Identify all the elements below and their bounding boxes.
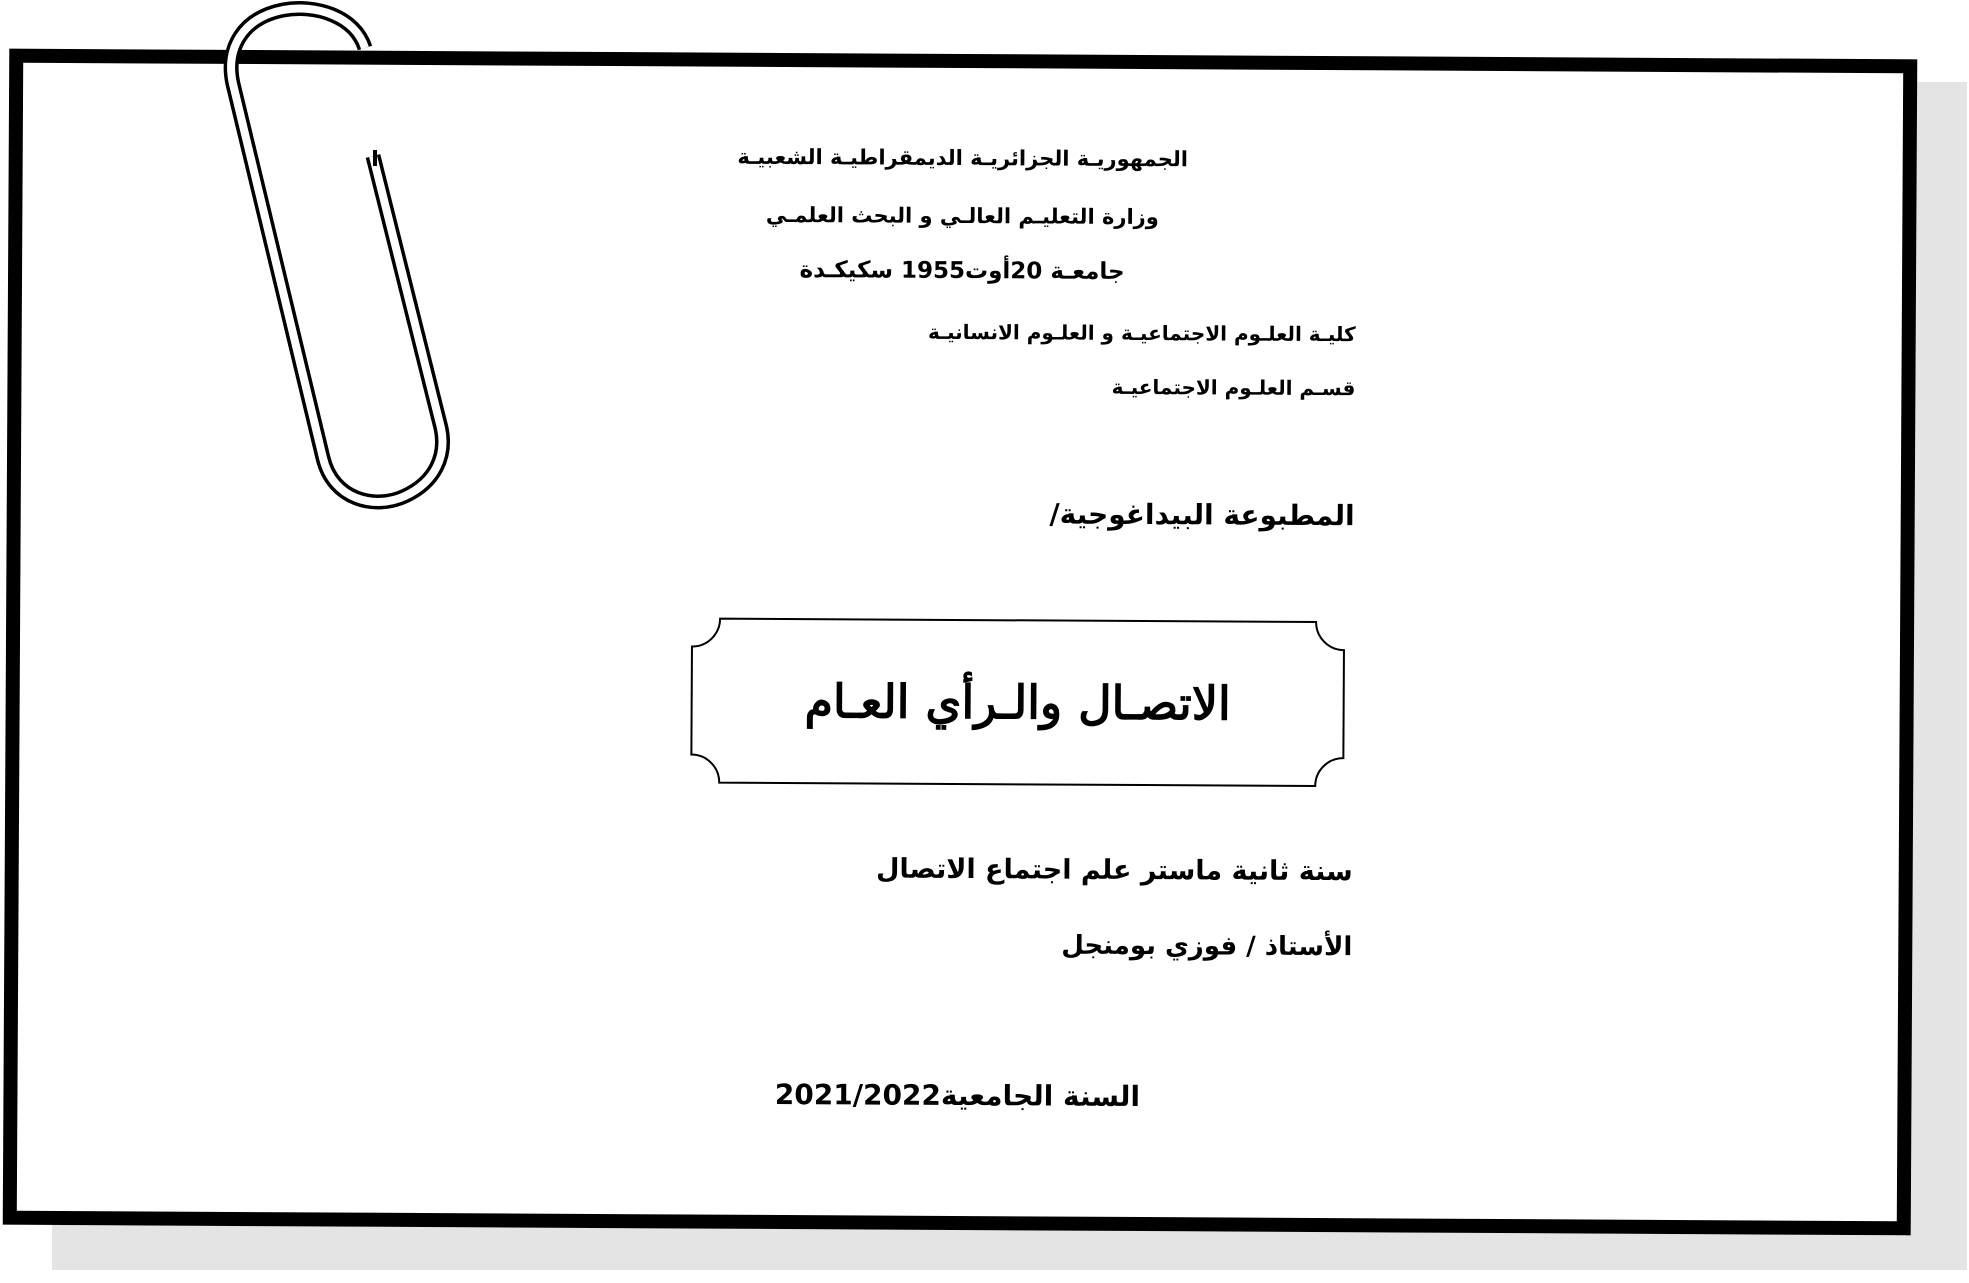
document-type: المطبوعة البيداغوجية/ <box>1049 497 1355 533</box>
faculty-name: كليـة العلـوم الاجتماعيـة و العلـوم الانسانيـة <box>927 319 1356 347</box>
header-republic: الجمهوريـة الجزائريـة الديمقراطيـة الشعبيـة <box>737 144 1189 172</box>
paperclip-icon <box>215 0 455 520</box>
study-level: سنة ثانية ماستر علم اجتماع الاتصال <box>875 853 1353 888</box>
academic-year: السنة الجامعية2021/2022 <box>774 1077 1141 1114</box>
department-name: قسـم العلـوم الاجتماعيـة <box>1111 374 1356 401</box>
header-university: جامعـة 20أوت1955 سكيكـدة <box>799 257 1125 285</box>
course-title-frame <box>689 616 1346 788</box>
header-ministry: وزارة التعليـم العالـي و البحث العلمـي <box>765 202 1159 230</box>
teacher-name: الأستاذ / فوزي بومنجل <box>1061 930 1353 963</box>
course-title: الاتصـال والـرأي العـام <box>804 674 1231 731</box>
